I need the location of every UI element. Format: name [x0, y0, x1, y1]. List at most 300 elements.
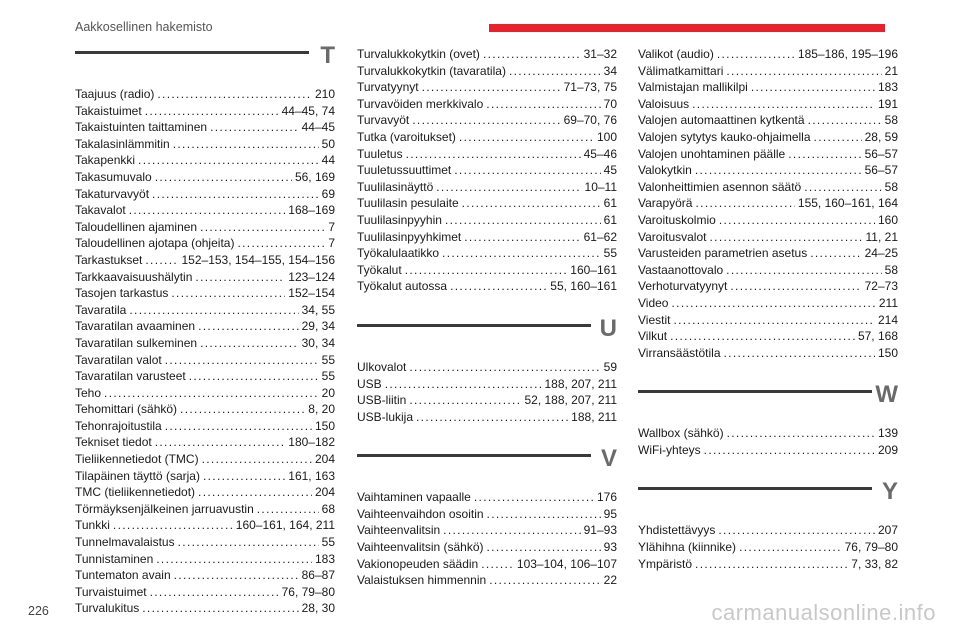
dot-leader — [436, 179, 581, 196]
entry-pages: 86–87 — [301, 568, 335, 583]
index-entry — [75, 202, 335, 219]
section-divider — [75, 51, 309, 54]
dot-leader — [210, 119, 299, 136]
entry-term: Varoituskolmio — [638, 212, 716, 227]
dot-leader — [487, 539, 601, 556]
entry-term: Turvalukkokytkin (tavaratila) — [357, 63, 506, 78]
entry-pages: 28, 30 — [301, 601, 335, 616]
entry-pages: 183 — [877, 80, 898, 95]
entry-term: Verhoturvatyynyt — [638, 279, 728, 294]
entry-pages: 22 — [603, 573, 617, 588]
entry-pages: 188, 207, 211 — [544, 376, 617, 391]
entry-pages: 161, 163 — [288, 468, 335, 483]
dot-leader — [695, 195, 794, 212]
entry-term: Työkalut — [357, 262, 402, 277]
index-entry — [357, 245, 617, 262]
index-entry — [75, 451, 335, 468]
entry-pages: 45 — [603, 163, 617, 178]
entry-term: Vastaanottovalo — [638, 262, 724, 277]
index-entry — [638, 179, 898, 196]
index-entry — [638, 79, 898, 96]
entry-term: TMC (tieliikennetiedot) — [75, 485, 196, 500]
index-entry — [357, 179, 617, 196]
index-entry — [638, 146, 898, 163]
dot-leader — [727, 425, 875, 442]
dot-leader — [487, 506, 601, 523]
index-entry — [75, 584, 335, 601]
entry-pages: 211 — [878, 295, 898, 310]
entry-term: Vilkut — [638, 329, 668, 344]
index-entry — [638, 96, 898, 113]
index-entry — [357, 96, 617, 113]
index-entry — [357, 162, 617, 179]
section-divider — [357, 324, 591, 327]
dot-leader — [695, 162, 862, 179]
entry-pages: 7 — [328, 236, 335, 251]
dot-leader — [165, 418, 312, 435]
entry-term: Valonheittimien asennon säätö — [638, 179, 802, 194]
dot-leader — [670, 328, 855, 345]
index-entry — [75, 302, 335, 319]
entry-pages: 55, 160–161 — [550, 279, 617, 294]
entry-pages: 150 — [877, 345, 898, 360]
index-entry — [75, 103, 335, 120]
index-entry — [638, 328, 898, 345]
entry-pages: 56, 169 — [294, 169, 335, 184]
index-section-y — [638, 478, 898, 572]
index-entry — [75, 551, 335, 568]
entry-term: Valojen sytytys kauko-ohjaimella — [638, 129, 811, 144]
index-entry — [638, 195, 898, 212]
entry-term: Tuuletus — [357, 146, 403, 161]
index-entry — [357, 359, 617, 376]
entry-pages: 55 — [321, 535, 335, 550]
index-entry — [357, 112, 617, 129]
index-column-3 — [638, 46, 898, 572]
index-entry — [75, 352, 335, 369]
index-entry — [638, 312, 898, 329]
section-heading — [638, 478, 898, 522]
index-entry — [357, 522, 617, 539]
index-entry — [357, 556, 617, 573]
entry-pages: 29, 34 — [301, 319, 335, 334]
index-entry — [638, 345, 898, 362]
dot-leader — [174, 567, 299, 584]
index-entry — [638, 162, 898, 179]
dot-leader — [385, 376, 542, 393]
entry-term: USB-liitin — [357, 393, 407, 408]
index-entry — [638, 212, 898, 229]
entry-term: Takaistuimet — [75, 103, 142, 118]
entry-term: Välimatkamittari — [638, 63, 724, 78]
dot-leader — [486, 96, 600, 113]
entry-term: Tavaratilan avaaminen — [75, 319, 196, 334]
entry-pages: 7, 33, 82 — [851, 556, 898, 571]
entry-pages: 76, 79–80 — [281, 584, 335, 599]
index-entry — [75, 186, 335, 203]
entry-term: Ympäristö — [638, 556, 693, 571]
index-entry — [75, 335, 335, 352]
index-entry — [638, 539, 898, 556]
entry-term: Tarkkaavaisuushälytin — [75, 269, 193, 284]
entry-pages: 68 — [321, 501, 335, 516]
entry-term: Tavaratilan valot — [75, 352, 162, 367]
index-column-2 — [357, 46, 617, 589]
index-section-v — [357, 445, 617, 589]
index-entry — [75, 484, 335, 501]
entry-pages: 180–182 — [288, 435, 335, 450]
entry-pages: 44–45 — [301, 120, 335, 135]
index-entry — [357, 409, 617, 426]
index-entry — [75, 517, 335, 534]
entry-pages: 10–11 — [584, 179, 617, 194]
entry-pages: 45–46 — [583, 146, 617, 161]
entry-term: Varoitusvalot — [638, 229, 707, 244]
entry-pages: 56–57 — [864, 163, 898, 178]
index-entry — [638, 295, 898, 312]
index-entry — [75, 418, 335, 435]
dot-leader — [724, 345, 875, 362]
entry-pages: 55 — [603, 246, 617, 261]
dot-leader — [416, 409, 568, 426]
dot-leader — [462, 195, 601, 212]
entry-term: Tehonrajoitustila — [75, 418, 162, 433]
entry-term: Tunkki — [75, 518, 110, 533]
index-entry — [638, 442, 898, 459]
entry-term: Turvalukitus — [75, 601, 140, 616]
entry-term: Vakionopeuden säädin — [357, 556, 479, 571]
entry-pages: 61 — [603, 212, 617, 227]
index-entry — [357, 129, 617, 146]
entry-pages: 204 — [314, 452, 335, 467]
entry-term: Teho — [75, 385, 102, 400]
entry-pages: 191 — [877, 96, 898, 111]
entry-term: Taloudellinen ajotapa (ohjeita) — [75, 236, 235, 251]
dot-leader — [200, 219, 325, 236]
section-divider — [357, 454, 591, 457]
entry-pages: 31–32 — [583, 47, 617, 61]
entry-pages: 24–25 — [864, 246, 898, 261]
index-section-w — [638, 381, 898, 458]
entry-term: Varusteiden parametrien asetus — [638, 246, 808, 261]
dot-leader — [180, 401, 305, 418]
entry-term: Vaihteenvaihdon osoitin — [357, 506, 484, 521]
entry-pages: 7 — [328, 219, 335, 234]
dot-leader — [442, 245, 601, 262]
index-entry — [357, 195, 617, 212]
dot-leader — [165, 352, 319, 369]
index-entry — [357, 63, 617, 80]
entry-pages: 160–161, 164, 211 — [235, 518, 335, 533]
index-entry — [75, 567, 335, 584]
index-entry — [75, 468, 335, 485]
entry-term: Tavaratila — [75, 302, 127, 317]
entry-term: Takavalot — [75, 203, 126, 218]
section-heading — [75, 42, 335, 86]
entry-term: Tieliikennetiedot (TMC) — [75, 452, 199, 467]
section-letter: Y — [881, 478, 898, 506]
section-divider — [638, 390, 872, 393]
index-entry — [357, 262, 617, 279]
index-column-1 — [75, 42, 335, 617]
entry-term: Työkalut autossa — [357, 279, 448, 294]
index-entry — [357, 46, 617, 63]
dot-leader — [142, 600, 298, 617]
index-entry — [75, 368, 335, 385]
entry-pages: 100 — [596, 129, 617, 144]
dot-leader — [173, 136, 319, 153]
entry-term: Turvavöiden merkkivalo — [357, 96, 484, 111]
dot-leader — [692, 96, 875, 113]
entry-term: Takaistuinten taittaminen — [75, 120, 208, 135]
entry-term: Takasumuvalo — [75, 169, 152, 184]
entry-pages: 209 — [877, 442, 898, 457]
dot-leader — [717, 46, 795, 63]
entry-pages: 150 — [314, 418, 335, 433]
index-entry — [75, 285, 335, 302]
entry-term: Tuuletussuuttimet — [357, 163, 452, 178]
entry-term: Ylähihna (kiinnike) — [638, 540, 737, 555]
dot-leader — [422, 79, 561, 96]
dot-leader — [405, 262, 568, 279]
dot-leader — [138, 152, 319, 169]
entry-pages: 123–124 — [288, 269, 335, 284]
entry-pages: 44 — [321, 153, 335, 168]
index-entry — [357, 229, 617, 246]
entry-pages: 56–57 — [864, 146, 898, 161]
index-section-u — [357, 314, 617, 425]
index-entry — [638, 129, 898, 146]
entry-term: Valaistuksen himmennin — [357, 573, 487, 588]
entry-pages: 72–73 — [864, 279, 898, 294]
entry-term: Tunnistaminen — [75, 551, 154, 566]
dot-leader — [129, 202, 286, 219]
entry-term: Turvaistuimet — [75, 584, 147, 599]
dot-leader — [237, 235, 325, 252]
section-letter: U — [599, 314, 617, 342]
page-number: 226 — [28, 604, 49, 618]
entry-pages: 59 — [603, 359, 617, 374]
entry-term: Taloudellinen ajaminen — [75, 219, 198, 234]
index-entry — [75, 169, 335, 186]
dot-leader — [726, 262, 881, 279]
index-section-continued — [638, 46, 898, 361]
watermark: carmanualsonline.info — [711, 600, 936, 625]
entry-term: Varapyörä — [638, 196, 693, 211]
dot-leader — [788, 146, 861, 163]
index-entry — [638, 46, 898, 63]
dot-leader — [195, 269, 285, 286]
dot-leader — [178, 534, 319, 551]
index-entry — [638, 63, 898, 80]
index-entry — [75, 219, 335, 236]
dot-leader — [673, 312, 875, 329]
entry-term: Tavaratilan varusteet — [75, 369, 186, 384]
index-entry — [638, 262, 898, 279]
dot-leader — [489, 572, 600, 589]
entry-pages: 183 — [314, 551, 335, 566]
index-entry — [75, 252, 335, 269]
dot-leader — [481, 556, 514, 573]
dot-leader — [189, 368, 319, 385]
entry-term: Video — [638, 295, 669, 310]
entry-term: Tehomittari (sähkö) — [75, 402, 178, 417]
entry-pages: 30, 34 — [301, 335, 335, 350]
entry-pages: 55 — [321, 369, 335, 384]
entry-pages: 21 — [884, 63, 898, 78]
entry-pages: 95 — [603, 506, 617, 521]
entry-term: Turvavyöt — [357, 113, 410, 128]
entry-term: Valoisuus — [638, 96, 690, 111]
dot-leader — [145, 103, 279, 120]
entry-pages: 188, 211 — [571, 409, 617, 424]
dot-leader — [464, 229, 580, 246]
section-heading — [357, 445, 617, 489]
index-entry — [638, 425, 898, 442]
entry-pages: 91–93 — [583, 523, 617, 538]
entry-term: Valmistajan mallikilpi — [638, 80, 748, 95]
section-divider — [638, 487, 872, 490]
dot-leader — [443, 522, 580, 539]
section-heading — [638, 381, 898, 425]
dot-leader — [198, 484, 312, 501]
entry-term: Turvatyynyt — [357, 80, 419, 95]
entry-term: Takapenkki — [75, 153, 136, 168]
entry-term: USB — [357, 376, 382, 391]
dot-leader — [198, 318, 299, 335]
entry-pages: 28, 59 — [864, 129, 898, 144]
entry-term: USB-lukija — [357, 409, 414, 424]
entry-term: Takalasinlämmitin — [75, 136, 170, 151]
dot-leader — [129, 302, 298, 319]
index-entry — [75, 152, 335, 169]
index-entry — [357, 539, 617, 556]
entry-pages: 70 — [603, 96, 617, 111]
entry-pages: 57, 168 — [857, 329, 898, 344]
index-entry — [638, 556, 898, 573]
entry-term: Työkalulaatikko — [357, 246, 440, 261]
index-entry — [75, 86, 335, 103]
dot-leader — [483, 46, 581, 63]
entry-term: Ulkovalot — [357, 359, 407, 374]
dot-leader — [200, 335, 299, 352]
dot-leader — [113, 517, 233, 534]
entry-pages: 176 — [596, 490, 617, 505]
entry-pages: 8, 20 — [308, 402, 335, 417]
entry-term: Tuntematon avain — [75, 568, 171, 583]
entry-pages: 76, 79–80 — [844, 540, 898, 555]
dot-leader — [445, 212, 601, 229]
dot-leader — [459, 129, 594, 146]
dot-leader — [808, 112, 882, 129]
entry-pages: 160 — [877, 212, 898, 227]
entry-pages: 58 — [884, 262, 898, 277]
dot-leader — [739, 539, 842, 556]
dot-leader — [156, 551, 312, 568]
dot-leader — [709, 229, 862, 246]
header-accent-bar — [489, 24, 885, 32]
entry-term: Törmäyksenjälkeinen jarruavustin — [75, 501, 254, 516]
entry-term: Tunnelmavalaistus — [75, 535, 175, 550]
dot-leader — [810, 245, 861, 262]
entry-term: Taajuus (radio) — [75, 87, 155, 101]
index-section-continued — [357, 46, 617, 295]
index-entry — [357, 278, 617, 295]
index-entry — [75, 269, 335, 286]
dot-leader — [155, 169, 292, 186]
index-entry — [357, 146, 617, 163]
entry-term: Tuulilasinpyyhkimet — [357, 229, 462, 244]
index-entry — [75, 119, 335, 136]
dot-leader — [814, 129, 862, 146]
page-header-title: Aakkosellinen hakemisto — [75, 20, 213, 34]
dot-leader — [412, 112, 560, 129]
entry-term: Vaihteenvalitsin — [357, 523, 441, 538]
entry-pages: 152–154 — [288, 286, 335, 301]
index-section-t — [75, 42, 335, 617]
index-entry — [75, 401, 335, 418]
index-entry — [357, 376, 617, 393]
entry-term: Valikot (audio) — [638, 47, 714, 61]
index-entry — [75, 501, 335, 518]
index-entry — [357, 572, 617, 589]
entry-pages: 204 — [314, 485, 335, 500]
entry-term: Turvalukkokytkin (ovet) — [357, 47, 480, 61]
section-heading — [357, 314, 617, 359]
dot-leader — [704, 442, 875, 459]
dot-leader — [671, 295, 875, 312]
index-entry — [357, 212, 617, 229]
dot-leader — [695, 556, 848, 573]
dot-leader — [726, 63, 881, 80]
entry-term: Tuulilasinäyttö — [357, 179, 434, 194]
section-letter: W — [875, 381, 898, 409]
entry-pages: 155, 160–161, 164 — [797, 196, 898, 211]
entry-term: Takaturvavyöt — [75, 186, 150, 201]
entry-pages: 44–45, 74 — [281, 103, 335, 118]
dot-leader — [157, 86, 312, 103]
index-entry — [75, 434, 335, 451]
entry-pages: 55 — [321, 352, 335, 367]
entry-term: Valokytkin — [638, 163, 692, 178]
entry-pages: 58 — [884, 179, 898, 194]
index-entry — [357, 79, 617, 96]
entry-pages: 207 — [877, 523, 898, 538]
entry-pages: 61 — [603, 196, 617, 211]
dot-leader — [171, 285, 285, 302]
entry-pages: 11, 21 — [865, 229, 898, 244]
index-entry — [75, 385, 335, 402]
entry-pages: 210 — [314, 87, 335, 101]
entry-term: Vaihteenvalitsin (sähkö) — [357, 540, 484, 555]
index-entry — [638, 112, 898, 129]
dot-leader — [104, 385, 319, 402]
section-letter: T — [320, 42, 335, 69]
entry-pages: 168–169 — [288, 203, 335, 218]
dot-leader — [751, 79, 875, 96]
entry-term: Tasojen tarkastus — [75, 286, 169, 301]
dot-leader — [409, 359, 600, 376]
entry-term: Tilapäinen täyttö (sarja) — [75, 468, 200, 483]
dot-leader — [150, 584, 279, 601]
index-entry — [357, 489, 617, 506]
dot-leader — [406, 146, 581, 163]
entry-pages: 103–104, 106–107 — [516, 556, 617, 571]
entry-pages: 61–62 — [583, 229, 617, 244]
entry-pages: 139 — [877, 426, 898, 441]
entry-pages: 34 — [603, 63, 617, 78]
index-entry — [638, 278, 898, 295]
